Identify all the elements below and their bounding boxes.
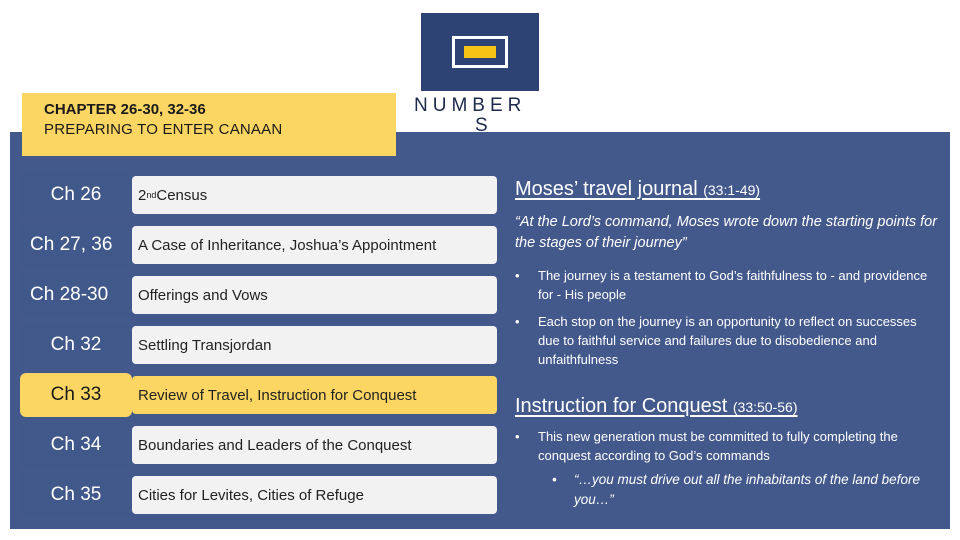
chapter-topic: [132, 176, 497, 214]
chapter-tag: Ch 26: [20, 173, 132, 217]
topic-superscript: nd: [146, 190, 157, 200]
chapter-topic: Offerings and Vows: [132, 276, 497, 314]
bullet-icon: •: [552, 472, 557, 487]
chapter-topic-active: Review of Travel, Instruction for Conquest: [132, 376, 497, 414]
banner-chapters: CHAPTER 26-30, 32-36: [44, 101, 206, 118]
bullet-text: Each stop on the journey is an opportunity to reflect on successes due to faithful service and failures due to disobedience and unfaithfulness: [538, 314, 917, 367]
bullet-text: The journey is a testament to God’s faithfulness to - and providence for - His people: [538, 268, 928, 302]
sub-bullet-text: “…you must drive out all the inhabitants of the land before you…”: [574, 472, 920, 507]
conquest-sub-bullet: [552, 470, 932, 510]
book-title: [414, 96, 554, 136]
conquest-reference: (33:50-56): [732, 399, 798, 415]
travel-reference: (33:1-49): [703, 182, 761, 198]
topic-text: Census: [156, 186, 208, 204]
chapter-tag-active: Ch 33: [20, 373, 132, 417]
bullet-icon: •: [515, 314, 520, 329]
book-icon-fill: [464, 46, 496, 58]
topic-text: 2: [138, 186, 147, 204]
chapter-tag: Ch 34: [20, 423, 132, 467]
chapter-topic: Boundaries and Leaders of the Conquest: [132, 426, 497, 464]
book-title-line1: NUMBER: [414, 95, 527, 116]
travel-bullet: [515, 266, 935, 304]
bullet-icon: •: [515, 268, 520, 283]
chapter-banner: [22, 93, 396, 156]
travel-bullet: [515, 312, 935, 369]
bullet-icon: •: [515, 429, 520, 444]
chapter-topic: Cities for Levites, Cities of Refuge: [132, 476, 497, 514]
banner-subtitle: PREPARING TO ENTER CANAAN: [44, 121, 283, 138]
travel-heading: [515, 178, 760, 201]
book-title-line2: S: [475, 115, 488, 136]
bullet-text: This new generation must be committed to fully completing the conquest according to God’s commands: [538, 429, 898, 463]
chapter-tag: Ch 27, 36: [20, 223, 132, 267]
chapter-topic: A Case of Inheritance, Joshua’s Appointment: [132, 226, 497, 264]
conquest-heading: [515, 395, 797, 418]
book-icon: [452, 36, 508, 68]
chapter-tag: Ch 32: [20, 323, 132, 367]
conquest-bullet: [515, 427, 935, 465]
travel-heading-text: Moses’ travel journal: [515, 178, 704, 200]
conquest-heading-text: Instruction for Conquest: [515, 395, 733, 417]
chapter-tag: Ch 35: [20, 473, 132, 517]
travel-quote: “At the Lord’s command, Moses wrote down the starting points for the stages of their journey”: [515, 214, 938, 251]
chapter-tag: Ch 28-30: [20, 273, 132, 317]
chapter-topic: Settling Transjordan: [132, 326, 497, 364]
